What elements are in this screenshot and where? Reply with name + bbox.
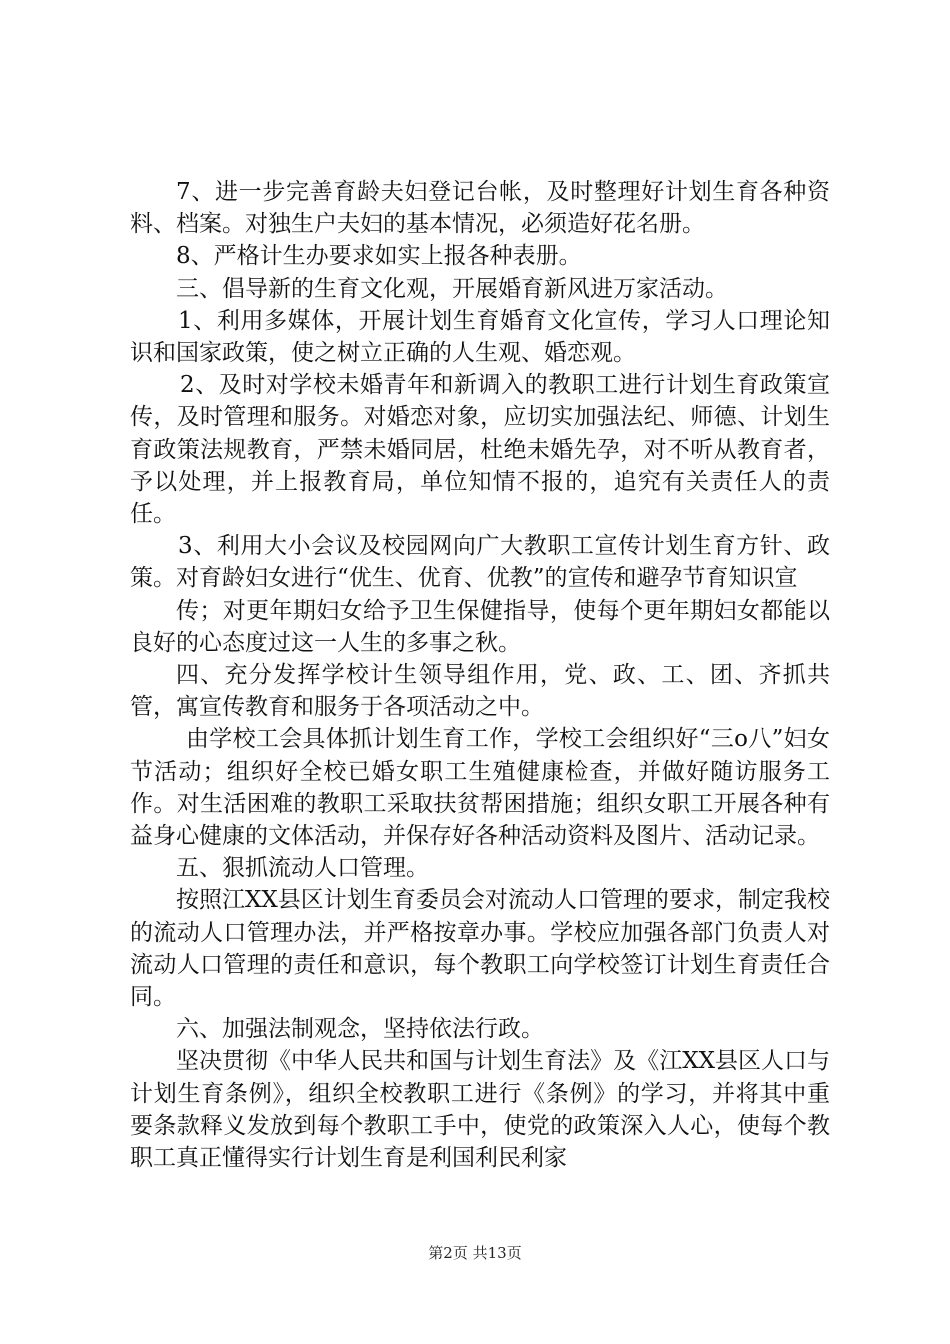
section-heading-3: 三、倡导新的生育文化观，开展婚育新风进万家活动。	[176, 275, 728, 302]
paragraph-continuation: 传；对更年期妇女给予卫生保健指导，使每个更年期妇女都能以良好的心态度过这一人生的多事之秋。	[130, 597, 830, 656]
section-heading-4: 四、充分发挥学校计生领导组作用，党、政、工、团、齐抓共管，寓宣传教育和服务于各项活动之中。	[130, 662, 830, 721]
document-body	[130, 176, 830, 1174]
section-heading-5: 五、狠抓流动人口管理。	[176, 855, 429, 882]
page-number-footer: 第2页 共13页	[428, 1244, 522, 1262]
paragraph-item-3: 3、利用大小会议及校园网向广大教职工宣传计划生育方针、政策。对育龄妇女进行“优生、优育、优教”的宣传和避孕节育知识宣	[130, 533, 830, 592]
paragraph-union-work: 由学校工会具体抓计划生育工作，学校工会组织好“三ο八”妇女节活动；组织好全校已婚女职工生殖健康检查，并做好随访服务工作。对生活困难的教职工采取扶贫帮困措施；组织女职工开展各种有益身心健康的文体活动，并保存好各种活动资料及图片、活动记录。	[130, 726, 830, 850]
paragraph-floating-population: 按照江XX县区计划生育委员会对流动人口管理的要求，制定我校的流动人口管理办法，并严格按章办事。学校应加强各部门负责人对流动人口管理的责任和意识，每个教职工向学校签订计划生育责任合同。	[130, 887, 830, 1011]
section-heading-6: 六、加强法制观念，坚持依法行政。	[176, 1016, 544, 1043]
paragraph-item-1: 1、利用多媒体，开展计划生育婚育文化宣传，学习人口理论知识和国家政策，使之树立正确的人生观、婚恋观。	[130, 307, 830, 367]
paragraph-law-implementation: 坚决贯彻《中华人民共和国与计划生育法》及《江XX县区人口与计划生育条例》，组织全校教职工进行《条例》的学习，并将其中重要条款释义发放到每个教职工手中，使党的政策深入人心，使每个教职工真正懂得实行计划生育是利国利民利家	[130, 1048, 830, 1172]
paragraph-item-7: 7、进一步完善育龄夫妇登记台帐，及时整理好计划生育各种资料、档案。对独生户夫妇的基本情况，必须造好花名册。	[130, 179, 830, 238]
paragraph-item-2: 2、及时对学校未婚青年和新调入的教职工进行计划生育政策宣传，及时管理和服务。对婚恋对象，应切实加强法纪、师德、计划生育政策法规教育，严禁未婚同居，杜绝未婚先孕，对不听从教育者，予以处理，并上报教育局，单位知情不报的，追究有关责任人的责任。	[130, 372, 830, 528]
paragraph-item-8: 8、严格计生办要求如实上报各种表册。	[176, 243, 582, 270]
